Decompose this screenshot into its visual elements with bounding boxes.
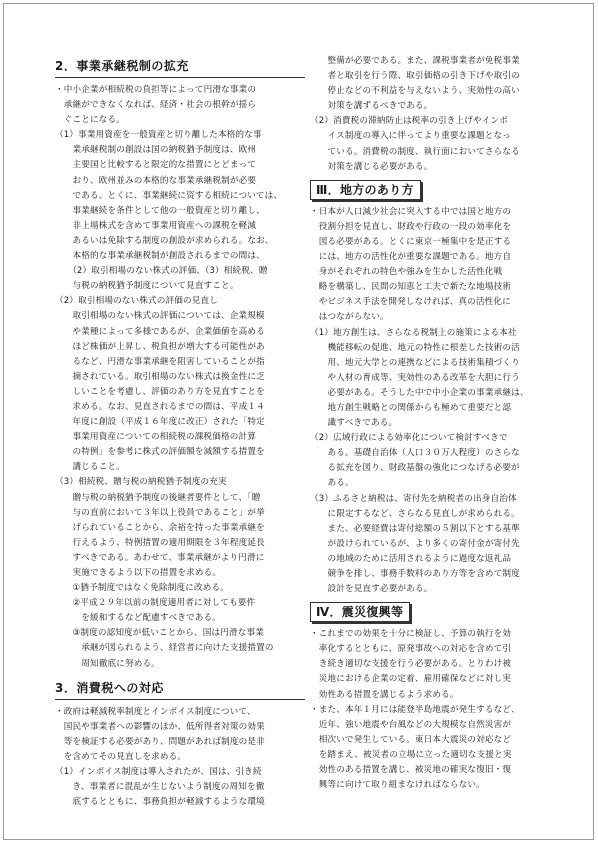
- text-line: やビジネス手法を開発しなければ、真の活性化に: [310, 297, 511, 308]
- text-line: すべきである。あわせて、事業承継がより円滑に: [55, 552, 265, 563]
- text-line: 機能移転の促進、地元の特性に根差した技術の活: [310, 342, 520, 353]
- text-line: 効性ある措置を講じるよう求める。: [310, 689, 459, 700]
- section-heading-business-succession: 2．事業承継税制の拡充: [55, 56, 305, 78]
- text-line: 者と取引を行う際、取引価格の引き下げや取引の: [310, 71, 520, 82]
- text-line: き続き適切な支援を行う必要がある。とりわけ被: [310, 659, 512, 670]
- section-heading-regional-policy: Ⅲ．地方のあり方: [310, 180, 421, 200]
- text-line: 対策を講じる必要がある。: [310, 161, 433, 172]
- text-line: （2）広域行政による効率化について検討すべきで: [310, 433, 508, 444]
- text-line: 近年、強い地震や台風などの大規模な自然災害が: [310, 719, 512, 730]
- text-line: 承継ができなくなれば、経済・社会の根幹が揺ら: [55, 100, 257, 111]
- text-line: 与の直前において３年以上役員であること」が挙: [55, 507, 265, 518]
- text-line: （3）相続税、贈与税の納税猶予制度の充実: [55, 477, 227, 488]
- text-line: ①猶予制度ではなく免除制度に改める。: [55, 583, 229, 594]
- text-line: 実施できるよう以下の措置を求める。: [55, 568, 222, 578]
- text-line: ある。基礎自治体（人口３０万人程度）のさらな: [310, 448, 520, 459]
- text-line: 取引相場のない株式の評価については、企業規模: [55, 311, 265, 322]
- text-line: 競争を排し、事務手数料のあり方等を含めて制度: [310, 569, 520, 579]
- text-line: おり、欧州並みの本格的な事業承継税制が必要: [55, 175, 257, 186]
- text-line: 識すべきである。: [310, 418, 398, 429]
- text-line: げられていることから、余裕を持った事業承継を: [55, 522, 265, 533]
- text-line: ・また、本年１月には能登半島地震が発生するなど、: [310, 704, 520, 715]
- text-line: ほど株価が上昇し、税負担が増大する可能性があ: [55, 341, 265, 352]
- text-line: 相次いで発生している。東日本大震災の対応など: [310, 734, 512, 745]
- text-line: 求める。なお、見直されるまでの間は、平成１４: [55, 401, 265, 412]
- text-line: （2）取引相場のない株式の評価の見直し: [55, 296, 219, 307]
- text-line: 承継が図られるよう、経営者に向けた支援措置の: [55, 643, 274, 654]
- text-line: や人材の育成等、実効性のある改革を大胆に行う: [310, 372, 520, 383]
- text-line: ・政府は軽減税率制度とインボイス制度について、: [55, 706, 256, 717]
- text-line: が設けられているが、より多くの寄付金が寄付先: [310, 538, 520, 549]
- text-line: の特例」を参考に株式の評価額を減額する措置を: [55, 447, 265, 458]
- text-line: ・日本が人口減少社会に突入する中では国と地方の: [310, 206, 512, 217]
- text-line: 興等に向けて取り組まなければならない。: [310, 780, 485, 791]
- section-body-disaster-recovery: [310, 627, 568, 793]
- text-line: 設計を見直す必要がある。: [310, 584, 433, 595]
- text-line: るなど、円滑な事業承継を阻害していることが指: [55, 356, 265, 367]
- section-body-consumption-tax: [55, 705, 305, 811]
- text-line: 事業継続を条件として他の一般資産と切り離し、: [55, 205, 265, 216]
- text-line: はつながらない。: [310, 312, 389, 323]
- text-line: 贈与税の納税猶予制度の後継者要件として、「贈: [55, 492, 261, 503]
- text-line: 事業用資産についての相続税の課税価格の計算: [55, 432, 256, 443]
- text-line: ・これまでの効果を十分に検証し、予算の執行を効: [310, 629, 512, 640]
- text-line: き、事業者に混乱が生じないよう制度の周知を徹: [55, 782, 265, 793]
- text-line: （2）消費税の滞納防止は税率の引き上げやインボ: [310, 116, 508, 127]
- text-line: ある。: [310, 478, 354, 489]
- text-line: 年度に創設（平成１６年度に改正）された「特定: [55, 417, 265, 428]
- text-line: 周知徹底に努める。: [55, 658, 160, 669]
- text-line: 非上場株式を含めて事業用資産への課税を軽減: [55, 220, 257, 231]
- section-heading-disaster-recovery: Ⅳ．震災復興等: [310, 602, 410, 622]
- text-line: 講じること。: [55, 462, 125, 473]
- text-line: あるいは免除する制度の創設が求められる。なお、: [55, 235, 274, 246]
- section-body-regional-policy: [310, 205, 568, 597]
- section-heading-consumption-tax: 3．消費税への対応: [55, 678, 305, 700]
- text-line: 用、地元大学との連携などによる技術集積づくり: [310, 357, 520, 368]
- text-line: ③制度の認知度が低いことから、国は円滑な事業: [55, 628, 264, 639]
- text-line: 必要がある。そうした中で中小企業の事業承継は、: [310, 387, 529, 398]
- text-line: （2）取引相場のない株式の評価、（3）相続税、贈: [55, 266, 268, 277]
- right-column: [310, 54, 568, 793]
- text-line: 国民や事業者への影響のほか、低所得者対策の効果: [55, 721, 265, 732]
- text-line: （1）地方創生は、さらなる税制上の施策による本社: [310, 327, 517, 338]
- text-line: や業種によって多様であるが、企業価値を高める: [55, 326, 265, 337]
- text-line: ぐことになる。: [55, 115, 125, 126]
- left-column: [55, 56, 305, 810]
- text-line: イス制度の導入に伴ってより重要な課題となっ: [310, 131, 512, 142]
- text-line: また、必要経費は寄付総額の５割以下とする基準: [310, 523, 520, 534]
- text-line: 身がそれぞれの特色や強みを生かした活性化戦: [310, 267, 503, 278]
- text-line: 停止などの不利益を与えないよう、実効性の高い: [310, 86, 520, 97]
- text-line: 業承継税制の創設は国の納税猶予制度は、欧州: [55, 145, 257, 156]
- text-line: 行えるよう、特例措置の適用期限を３年程度延長: [55, 537, 265, 548]
- text-line: 与税の納税猶予制度について見直すこと。: [55, 281, 239, 292]
- section-body-business-succession: [55, 83, 305, 672]
- text-line: を含めてその見直しを求める。: [55, 751, 187, 762]
- section-body-consumption-tax-continued: [310, 54, 568, 175]
- text-line: 効性のある措置を講じ、被災地の確実な復旧・復: [310, 765, 512, 776]
- text-line: ②平成２９年以前の制度適用者に対しても要件: [55, 598, 256, 609]
- text-line: を踏まえ、被災者の立場に立った適切な支援と実: [310, 749, 512, 760]
- text-line: を緩和するなど配慮すべきである。: [55, 613, 221, 624]
- text-line: しいことを考慮し、評価のあり方を見直すことを: [55, 386, 265, 397]
- text-line: の地域のために活用されるように過度な返礼品: [310, 553, 512, 564]
- text-line: 底するとともに、事務負担が軽減するような環境: [55, 797, 265, 808]
- text-line: 役割分担を見直し、財政や行政の一段の効率化を: [310, 221, 512, 232]
- text-line: 主要国と比較すると限定的な措置にとどまって: [55, 160, 257, 171]
- text-line: 本格的な事業承継税制が創設されるまでの間は、: [55, 251, 265, 262]
- text-line: （1）インボイス制度は導入されたが、国は、引き続: [55, 767, 262, 778]
- text-line: ・中小企業が相続税の負担等によって円滑な事業の: [55, 85, 257, 95]
- text-line: （1）事業用資産を一般資産と切り離した本格的な事: [55, 130, 262, 141]
- text-line: 図る必要がある。とくに東京一極集中を是正する: [310, 236, 512, 247]
- text-line: （3）ふるさと納税は、寄付先を納税者の出身自治体: [310, 493, 517, 504]
- text-line: 対策を講ずるべきである。: [310, 101, 433, 112]
- text-line: る拡充を図り、財政基盤の強化につなげる必要が: [310, 463, 520, 474]
- text-line: に限定するなど、さらなる見直しが求められる。: [310, 508, 520, 519]
- text-line: には、地方の活性化が重要な課題である。地方自: [310, 252, 512, 263]
- text-line: 等を検証する必要があり、問題があれば制度の是非: [55, 736, 265, 747]
- text-line: ている。消費税の制度、執行面においてさらなる: [310, 146, 520, 157]
- text-line: 略を構築し、民間の知恵と工夫で新たな地場技術: [310, 282, 512, 293]
- text-line: 率化するとともに、原発事故への対応を含めて引: [310, 644, 512, 655]
- text-line: 地方創生戦略との関係からも極めて重要だと認: [310, 402, 512, 413]
- text-line: 整備が必要である。また、課税事業者が免税事業: [310, 56, 520, 66]
- text-line: である。とくに、事業継続に资する相続については、: [55, 190, 283, 201]
- text-line: 摘されている。取引相場のない株式は換金性に乏: [55, 371, 265, 382]
- text-line: 災地における企業の定着、雇用確保などに対し実: [310, 674, 512, 685]
